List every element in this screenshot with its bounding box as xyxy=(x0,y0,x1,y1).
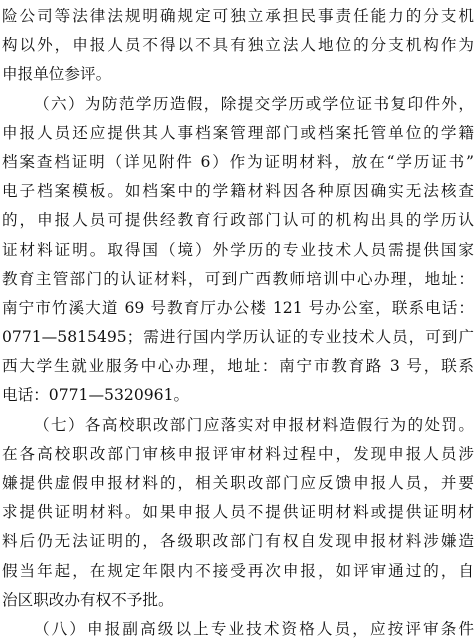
text-line: 假当年起，在规定年限内不接受再次申报，如评审通过的，自 xyxy=(2,561,474,580)
text-line: 嫌提供虚假申报材料的，相关职改部门应反馈申报人员，并要 xyxy=(2,474,474,492)
text-line: 的，申报人员可提供经教育行政部门认可的机构出具的学历认 xyxy=(2,211,474,230)
paragraph-end-line: 申报单位参评。 xyxy=(2,65,112,84)
text-line: 西大学生就业服务中心办理，地址：南宁市教育路 3 号，联系 xyxy=(2,357,474,376)
text-line: 档案查档证明（详见附件 6）作为证明材料，放在“学历证书” xyxy=(2,152,474,171)
text-line: 教育主管部门的认证材料，可到广西教师培训中心办理，地址： xyxy=(2,269,474,288)
text-line: 0771—5815495；需进行国内学历认证的专业技术人员，可到广 xyxy=(2,328,474,347)
document-page xyxy=(2,2,474,644)
text-line: 构以外，申报人员不得以不具有独立法人地位的分支机构作为 xyxy=(2,36,474,55)
text-line: 料后仍无法证明的，各级职改部门有权自发现申报材料涉嫌造 xyxy=(2,532,474,551)
paragraph-end-line: 治区职改办有权不予批。 xyxy=(2,590,174,609)
paragraph-start-line: （七）各高校职改部门应落实对申报材料造假行为的处罚。 xyxy=(34,415,474,434)
paragraph-end-line: 电话：0771—5320961。 xyxy=(2,386,190,405)
paragraph-start-line: （八）申报副高级以上专业技术资格人员，应按评审条件 xyxy=(34,619,474,638)
text-line: 电子档案模板。如档案中的学籍材料因各种原因确实无法核查 xyxy=(2,182,474,201)
text-line: 南宁市竹溪大道 69 号教育厅办公楼 121 号办公室，联系电话： xyxy=(2,298,474,317)
text-line: 险公司等法律法规明确规定可独立承担民事责任能力的分支机 xyxy=(2,7,474,25)
text-line: 在各高校职改部门审核申报评审材料过程中，发现申报人员涉 xyxy=(2,444,474,463)
text-line: 证材料证明。取得国（境）外学历的专业技术人员需提供国家 xyxy=(2,240,474,259)
text-line: 申报人员还应提供其人事档案管理部门或档案托管单位的学籍 xyxy=(2,123,474,142)
paragraph-start-line: （六）为防范学历造假，除提交学历或学位证书复印件外， xyxy=(34,94,474,113)
text-line: 求提供证明材料。如果申报人员不提供证明材料或提供证明材 xyxy=(2,503,474,522)
